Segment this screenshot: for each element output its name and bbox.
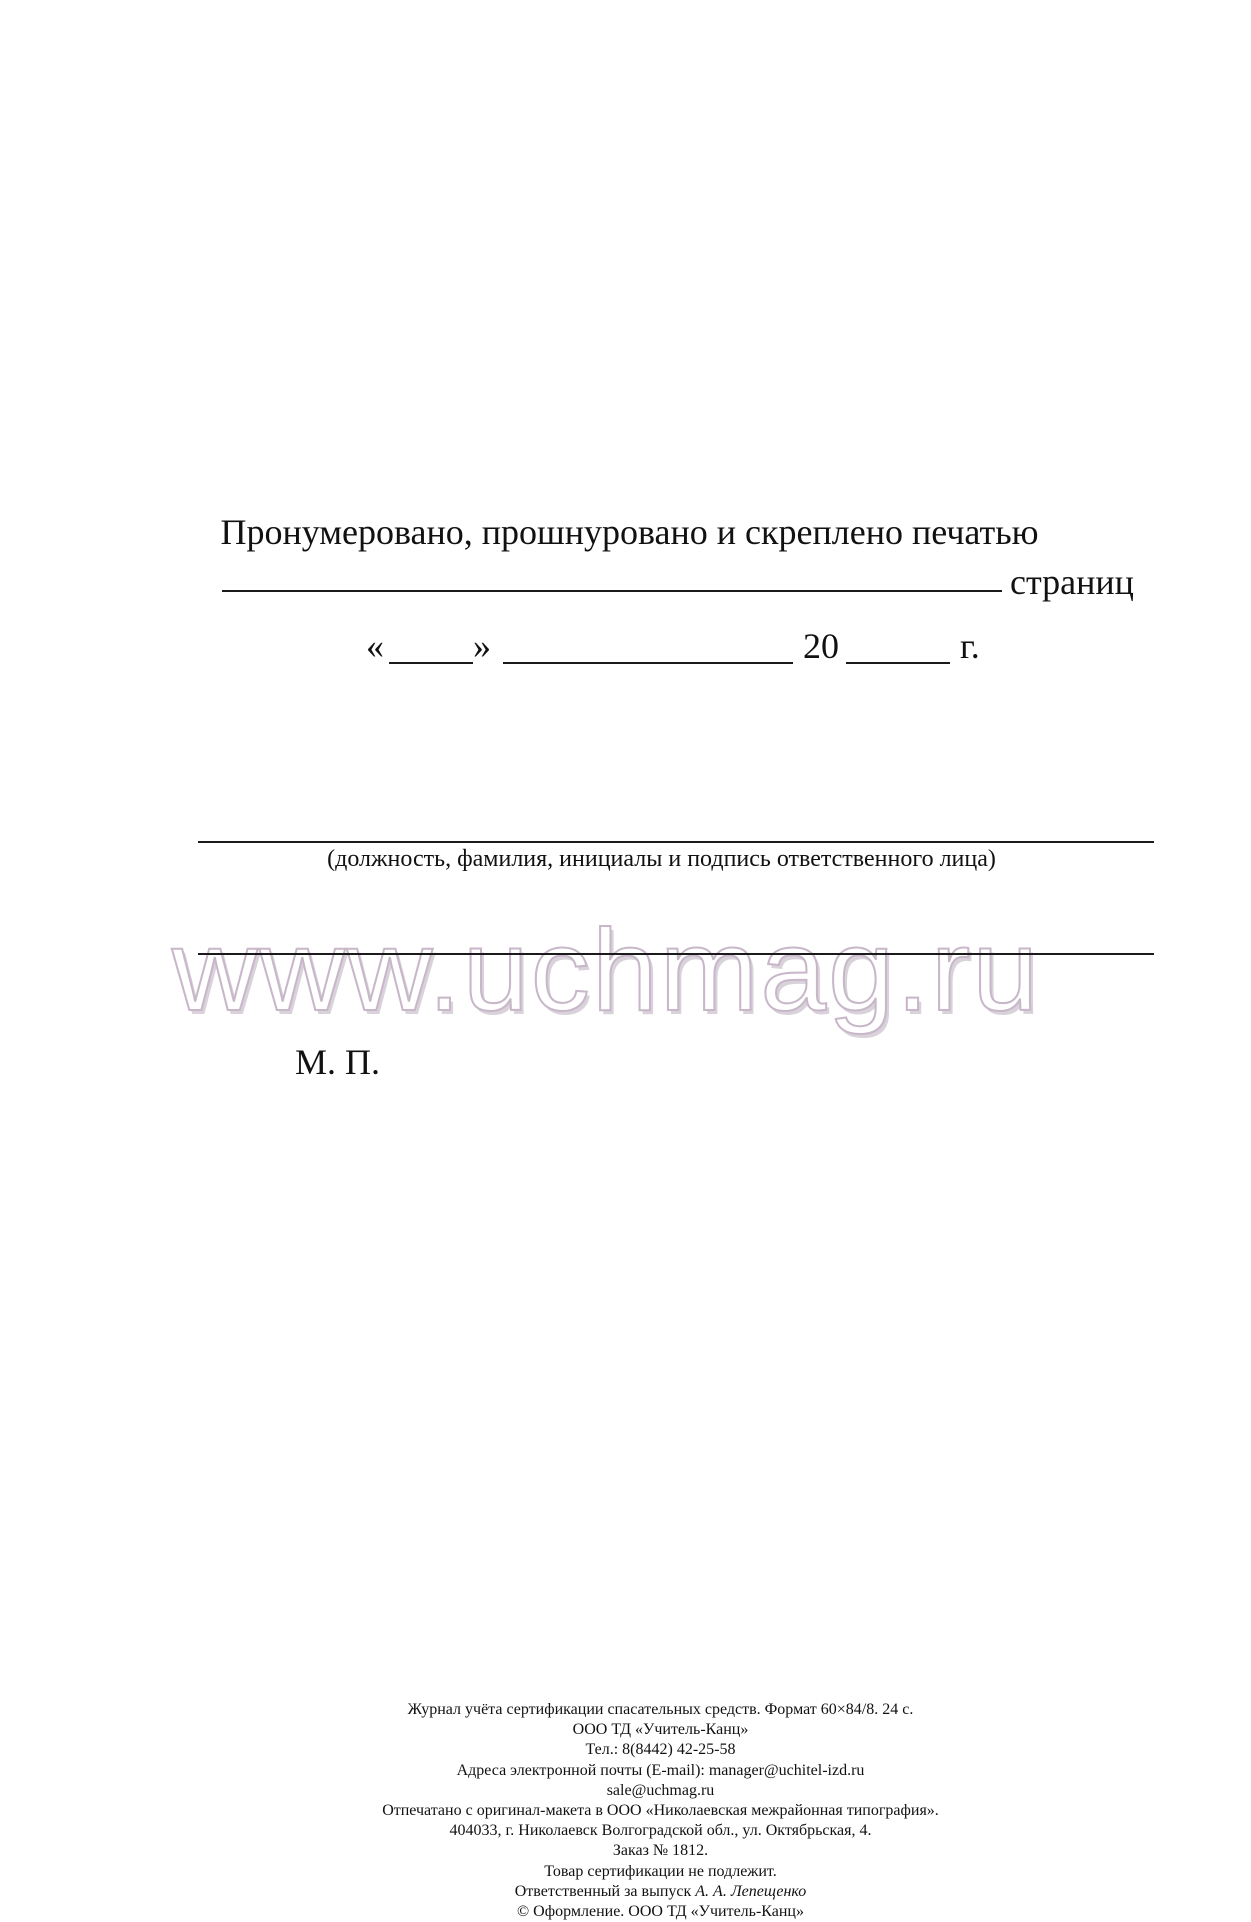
date-year-suffix: г. [960,626,980,666]
imprint-line: Журнал учёта сертификации спасательных средств. Формат 60×84/8. 24 с. [407,1701,914,1718]
date-close-quote: » [473,626,491,666]
imprint-line: Заказ № 1812. [612,1842,709,1860]
watermark-text: www.uchmag.ru [172,905,1041,1035]
pages-count-blank [222,590,1002,592]
imprint-line: Адреса электронной почты (E-mail): manager@uchitel-izd.ru [456,1761,865,1779]
imprint-line: ООО ТД «Учитель-Канц» [572,1721,749,1739]
pages-word: страниц [1010,562,1134,602]
date-row [0,622,1251,674]
imprint-responsible-label: Ответственный за выпуск [514,1882,696,1900]
certification-title: Пронумеровано, прошнуровано и скреплено печатью [220,512,1039,552]
date-open-quote: « [366,626,384,666]
imprint-line: 404033, г. Николаевск Волгоградской обл., ул. Октябрьская, 4. [449,1822,872,1840]
second-signature-line [198,953,1154,955]
imprint-line: Товар сертификации не подлежит. [544,1862,777,1880]
date-year-prefix: 20 [803,626,839,666]
month-blank [503,662,793,664]
signature-caption: (должность, фамилия, инициалы и подпись ответственного лица) [327,846,996,872]
imprint-line: sale@uchmag.ru [606,1781,715,1799]
imprint-line: © Оформление. ООО ТД «Учитель-Канц» [517,1903,804,1921]
stamp-place-label: М. П. [295,1042,381,1082]
imprint-line: Отпечатано с оригинал-макета в ООО «Николаевская межрайонная типография». [382,1802,939,1820]
day-blank [389,662,473,664]
imprint-line: Тел.: 8(8442) 42-25-58 [585,1741,736,1759]
year-blank [846,662,950,664]
imprint-responsible-name: А. А. Лепещенко [695,1882,807,1900]
imprint-line [70,1882,1251,1902]
imprint-block [0,1700,1251,1922]
